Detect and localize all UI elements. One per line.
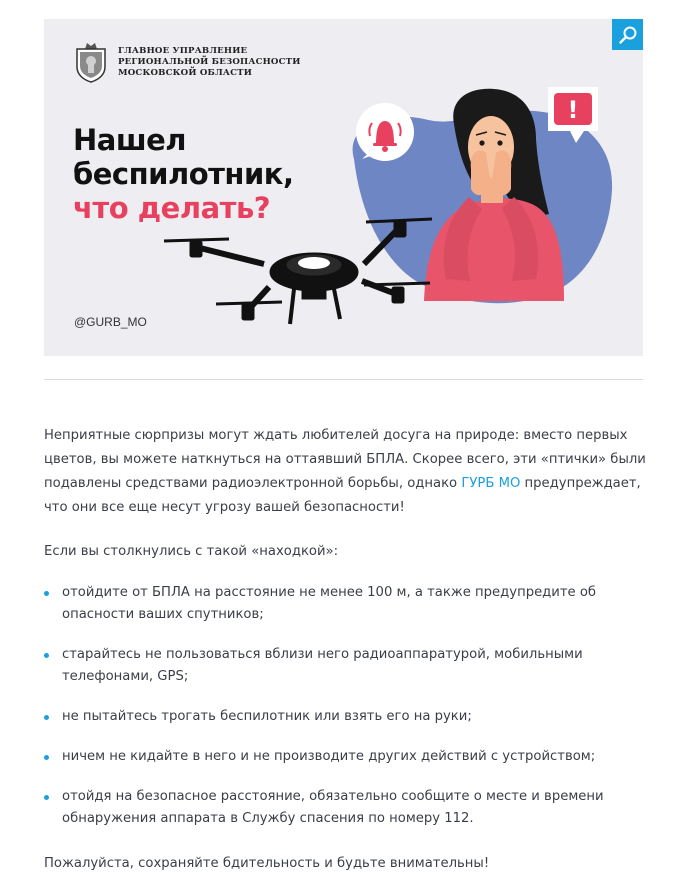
instructions-list bbox=[44, 582, 649, 830]
search-icon bbox=[618, 25, 638, 45]
hero-banner-image bbox=[44, 19, 643, 356]
intro-text-end: предупреждает, что они все еще несут угрозу вашей безопасности! bbox=[44, 476, 641, 515]
org-line-2: РЕГИОНАЛЬНОЙ БЕЗОПАСНОСТИ bbox=[118, 56, 301, 67]
divider bbox=[44, 379, 643, 380]
list-item: старайтесь не пользоваться вблизи него радиоаппаратурой, мобильными телефонами, GPS; bbox=[44, 644, 649, 688]
list-item: не пытайтесь трогать беспилотник или взять его на руки; bbox=[44, 706, 649, 728]
intro-paragraph bbox=[44, 424, 649, 520]
list-item: отойдите от БПЛА на расстояние не менее 100 м, а также предупредите об опасности ваших спутников; bbox=[44, 582, 649, 626]
alert-mark: ! bbox=[567, 96, 579, 124]
list-item: отойдя на безопасное расстояние, обязательно сообщите о месте и времени обнаружения аппарата в Службу спасения по номеру 112. bbox=[44, 786, 649, 830]
list-item: ничем не кидайте в него и не производите других действий с устройством; bbox=[44, 746, 649, 768]
zoom-image-button[interactable] bbox=[612, 19, 643, 50]
closing-paragraph: Пожалуйста, сохраняйте бдительность и будьте внимательны! bbox=[44, 856, 490, 871]
hero-title-line-3: что делать? bbox=[73, 191, 271, 225]
coat-of-arms-icon bbox=[74, 41, 108, 83]
article-body bbox=[44, 424, 649, 876]
hero-title bbox=[73, 123, 294, 225]
hero-title-line-2: беспилотник, bbox=[73, 157, 294, 191]
social-handle: @GURB_MO bbox=[74, 315, 147, 329]
hero-title-line-1: Нашел bbox=[73, 123, 187, 157]
intro-text-start: Неприятные сюрпризы могут ждать любителей досуга на природе: вместо первых цветов, вы можете наткнуться на оттаявший БПЛА. Скорее всего, эти «птички» были подавлены средствами радиоэлектронной борьбы, однако bbox=[44, 428, 646, 491]
org-line-1: ГЛАВНОЕ УПРАВЛЕНИЕ bbox=[118, 45, 248, 56]
org-line-3: МОСКОВСКОЙ ОБЛАСТИ bbox=[118, 67, 253, 78]
organization-header bbox=[74, 41, 301, 83]
gurb-mo-link[interactable]: ГУРБ МО bbox=[461, 476, 521, 491]
lead-paragraph: Если вы столкнулись с такой «находкой»: bbox=[44, 544, 339, 559]
drone-illustration bbox=[164, 219, 432, 324]
